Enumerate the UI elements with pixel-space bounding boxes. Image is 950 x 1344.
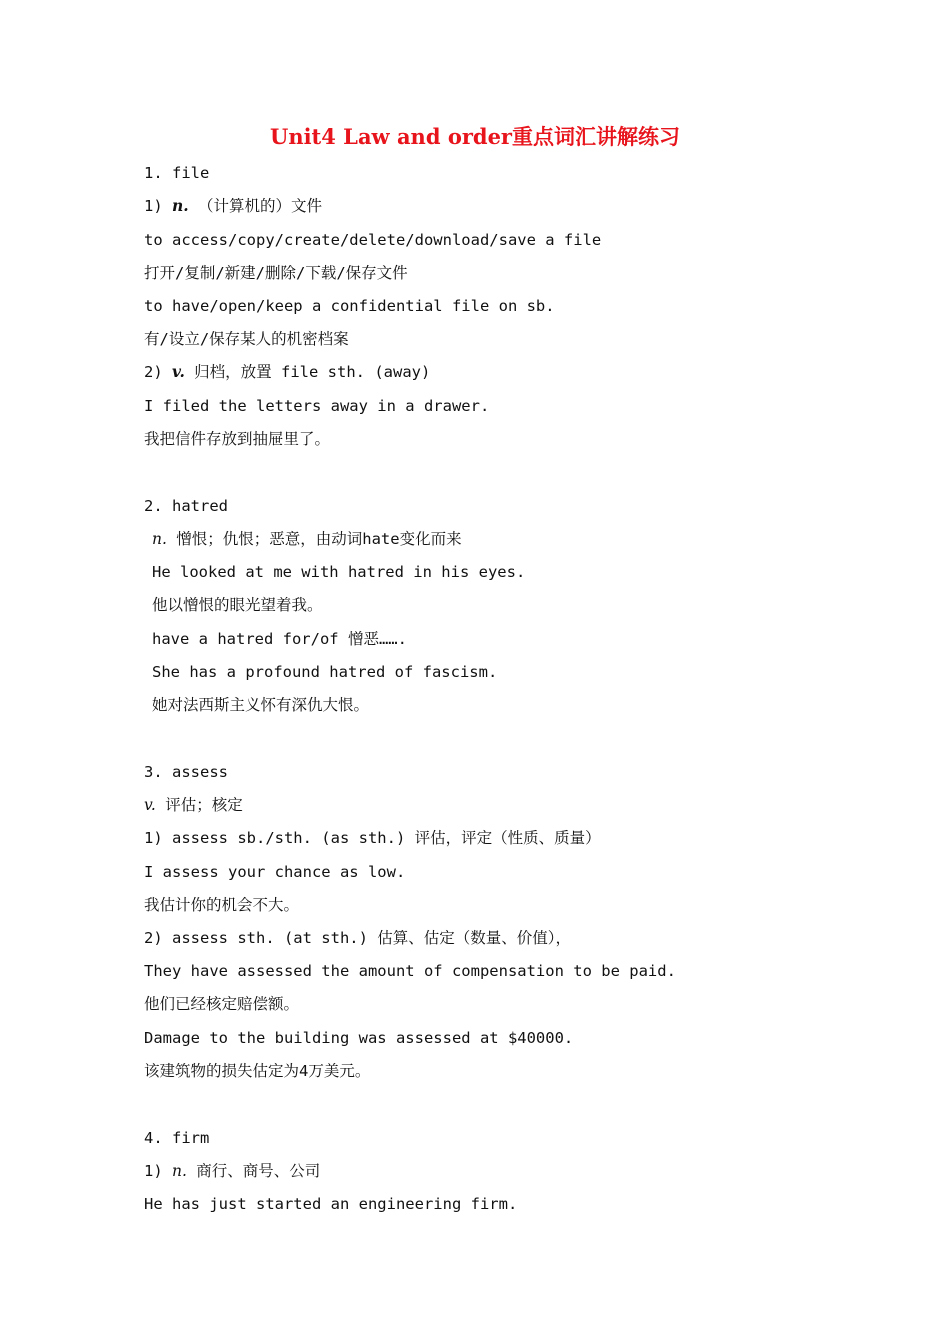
translation-line: 我估计你的机会不大。 bbox=[144, 896, 300, 914]
example-line: She has a profound hatred of fascism. bbox=[152, 663, 498, 681]
heading-assess: 3. assess bbox=[144, 763, 228, 781]
translation-line: 该建筑物的损失估定为4万美元。 bbox=[144, 1062, 371, 1080]
example-line: I filed the letters away in a drawer. bbox=[144, 397, 490, 415]
example-line: Damage to the building was assessed at $40000. bbox=[144, 1029, 574, 1047]
example-line: He looked at me with hatred in his eyes. bbox=[152, 563, 526, 581]
heading-firm: 4. firm bbox=[144, 1129, 210, 1147]
definition-line: v. 评估；核定 bbox=[144, 796, 243, 814]
translation-line: 她对法西斯主义怀有深仇大恨。 bbox=[152, 696, 370, 714]
document-title: Unit4 Law and order重点词汇讲解练习 bbox=[270, 124, 680, 149]
example-line: He has just started an engineering firm. bbox=[144, 1195, 518, 1213]
definition-line: 1) n. 商行、商号、公司 bbox=[144, 1162, 321, 1180]
example-line: to have/open/keep a confidential file on sb. bbox=[144, 297, 555, 315]
heading-file: 1. file bbox=[144, 164, 210, 182]
definition-line: 1) assess sb./sth. (as sth.) 评估，评定（性质、质量） bbox=[144, 829, 601, 847]
example-line: to access/copy/create/delete/download/save a file bbox=[144, 231, 602, 249]
definition-line: 1) n. （计算机的）文件 bbox=[144, 196, 323, 215]
example-line: They have assessed the amount of compensation to be paid. bbox=[144, 962, 676, 980]
definition-line: n. 憎恨；仇恨；恶意，由动词hate变化而来 bbox=[152, 530, 462, 548]
definition-line: 2) assess sth. (at sth.) 估算、估定（数量、价值）， bbox=[144, 929, 572, 947]
phrase-line: have a hatred for/of 憎恶……. bbox=[152, 630, 407, 648]
translation-line: 他以憎恨的眼光望着我。 bbox=[152, 596, 323, 614]
translation-line: 有/设立/保存某人的机密档案 bbox=[144, 330, 349, 348]
definition-line: 2) v. 归档，放置 file sth. (away) bbox=[144, 362, 431, 381]
example-line: I assess your chance as low. bbox=[144, 863, 406, 881]
translation-line: 打开/复制/新建/删除/下载/保存文件 bbox=[144, 264, 408, 282]
heading-hatred: 2. hatred bbox=[144, 497, 228, 515]
translation-line: 他们已经核定赔偿额。 bbox=[144, 995, 300, 1013]
translation-line: 我把信件存放到抽屉里了。 bbox=[144, 430, 331, 448]
